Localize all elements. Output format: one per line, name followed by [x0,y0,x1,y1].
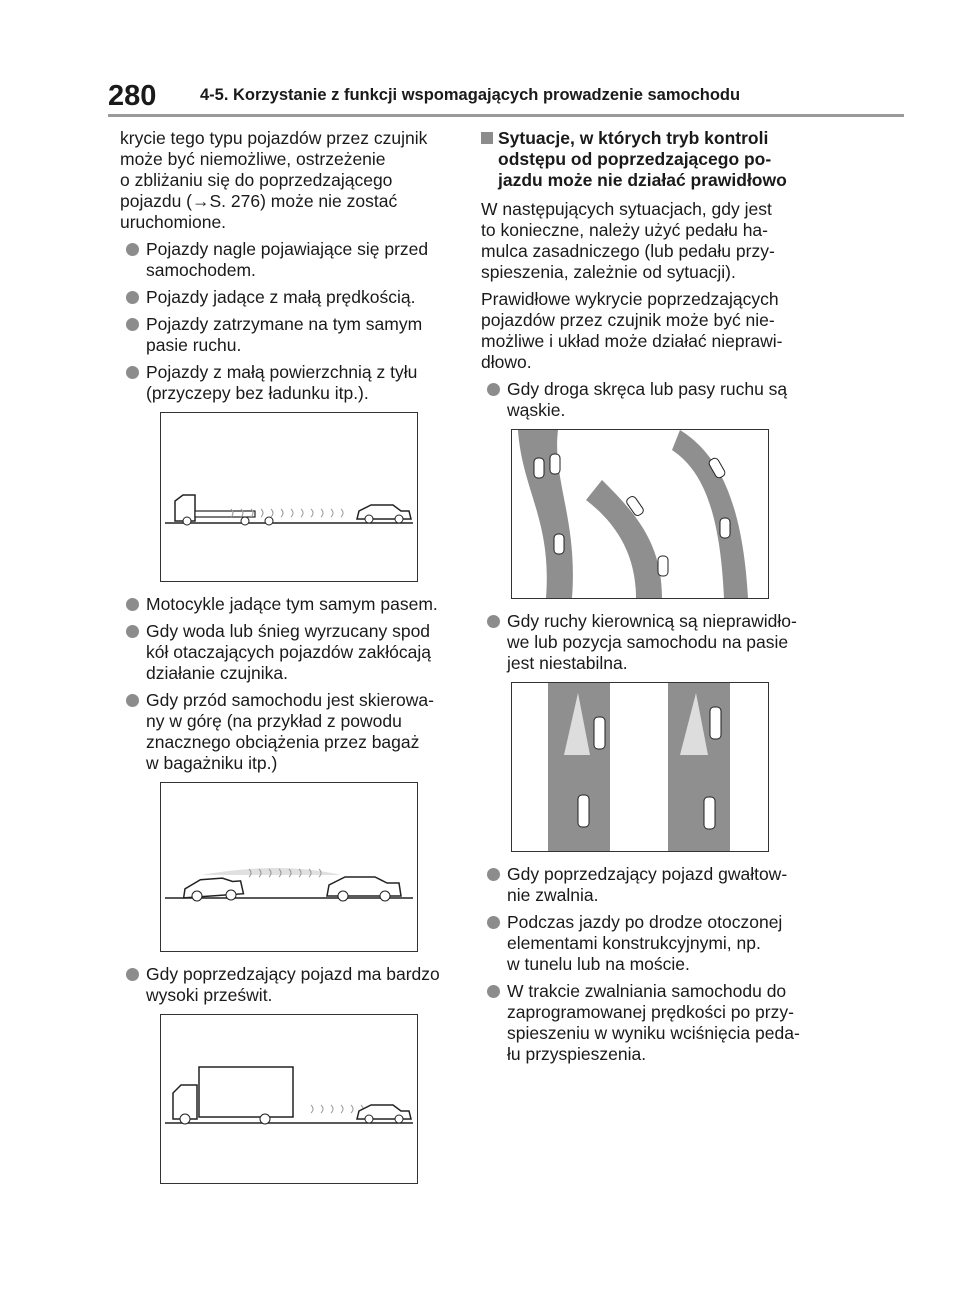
text-line: łu przyspieszenia. [507,1044,647,1064]
text-line: Pojazdy jadące z małą prędkością. [146,287,416,307]
text-line: pasie ruchu. [146,335,242,355]
unstable-lane-illustration [512,683,768,851]
text-line: możliwe i układ może działać nieprawi- [481,331,783,351]
figure-raised-front [160,782,418,952]
raised-front-illustration [161,783,417,951]
bullet-list [120,594,455,774]
bullet-dot-icon [126,598,139,611]
text-line: spieszeniu w wyniku wciśnięcia peda- [507,1023,800,1043]
bullet-dot-icon [126,291,139,304]
text-line: jest niestabilna. [507,653,628,673]
bullet-item [481,379,811,421]
text-line: działanie czujnika. [146,663,289,683]
trailer-illustration [161,413,417,581]
text-line: odstępu od poprzedzającego po- [498,149,772,169]
figure-high-clearance [160,1014,418,1184]
curved-roads-illustration [512,430,768,598]
text-line: jazdu może nie działać prawidłowo [498,170,787,190]
text-line: Gdy przód samochodu jest skierowa- [146,690,434,710]
bullet-dot-icon [126,968,139,981]
page-header [108,78,900,118]
text-line: ny w górę (na przykład z powodu [146,711,402,731]
bullet-dot-icon [487,383,500,396]
text-line: Pojazdy z małą powierzchnią z tyłu [146,362,418,382]
text-line: elementami konstrukcyjnymi, np. [507,933,761,953]
bullet-item [120,239,455,281]
bullet-dot-icon [126,625,139,638]
bullet-dot-icon [487,615,500,628]
text-line: dłowo. [481,352,532,372]
page-number: 280 [108,80,157,112]
text-line: pojazdów przez czujnik może być nie- [481,310,775,330]
square-icon [481,132,493,144]
text-line: uruchomione. [120,212,227,232]
bullet-list [481,611,811,674]
text-line: Prawidłowe wykrycie poprzedzających [481,289,779,309]
text-line: to konieczne, należy użyć pedału ha- [481,220,768,240]
text-line: pojazdu (→S. 276) może nie zostać [120,191,398,211]
bullet-dot-icon [487,916,500,929]
bullet-dot-icon [126,694,139,707]
intro-paragraph [120,128,455,233]
text-line: w tunelu lub na moście. [507,954,690,974]
bullet-item [120,594,455,615]
text-line: Motocykle jadące tym samym pasem. [146,594,438,614]
text-line: wąskie. [507,400,566,420]
bullet-item [481,981,811,1065]
text-line: samochodem. [146,260,256,280]
bullet-dot-icon [126,366,139,379]
text-line: Sytuacje, w których tryb kontroli [498,128,769,148]
text-line: spieszenia, zależnie od sytuacji). [481,262,736,282]
text-line: we lub pozycja samochodu na pasie [507,632,789,652]
text-line: krycie tego typu pojazdów przez czujnik [120,128,428,148]
figure-unstable-lane [511,682,769,852]
text-line: mulca zasadniczego (lub pedału przy- [481,241,775,261]
text-line: Gdy poprzedzający pojazd ma bardzo [146,964,440,984]
bullet-item [481,912,811,975]
bullet-dot-icon [487,985,500,998]
bullet-item [120,621,455,684]
bullet-list [481,864,811,1065]
text-line: o zbliżaniu się do poprzedzającego [120,170,393,190]
paragraph-2 [481,289,811,373]
header-rule [108,114,904,117]
bullet-item [481,864,811,906]
figure-curved-roads [511,429,769,599]
section-title: 4-5. Korzystanie z funkcji wspomagających prowadzenie samochodu [200,86,741,104]
bullet-list [120,239,455,404]
bullet-item [120,964,455,1006]
text-line: kół otaczających pojazdów zakłócają [146,642,432,662]
text-line: (przyczepy bez ładunku itp.). [146,383,369,403]
text-line: w bagażniku itp.) [146,753,278,773]
text-line: Gdy ruchy kierownicą są nieprawidło- [507,611,797,631]
bullet-item [120,314,455,356]
left-column [120,128,455,1196]
text-line: zaprogramowanej prędkości po przy- [507,1002,794,1022]
text-line: Pojazdy zatrzymane na tym samym [146,314,423,334]
text-line: może być niemożliwe, ostrzeżenie [120,149,386,169]
bullet-list [481,379,811,421]
high-clearance-illustration [161,1015,417,1183]
text-line: Gdy droga skręca lub pasy ruchu są [507,379,788,399]
bullet-item [481,611,811,674]
paragraph-1 [481,199,811,283]
subheading [481,128,811,191]
figure-trailer [160,412,418,582]
bullet-dot-icon [126,318,139,331]
bullet-item [120,690,455,774]
text-line: Pojazdy nagle pojawiające się przed [146,239,429,259]
bullet-list [120,964,455,1006]
text-line: znacznego obciążenia przez bagaż [146,732,420,752]
right-column [481,128,811,1071]
text-line: Gdy poprzedzający pojazd gwałtow- [507,864,788,884]
text-line: wysoki prześwit. [146,985,273,1005]
text-line: W trakcie zwalniania samochodu do [507,981,787,1001]
text-line: nie zwalnia. [507,885,599,905]
bullet-dot-icon [487,868,500,881]
text-line: Gdy woda lub śnieg wyrzucany spod [146,621,431,641]
bullet-item [120,362,455,404]
text-line: W następujących sytuacjach, gdy jest [481,199,772,219]
bullet-dot-icon [126,243,139,256]
text-line: Podczas jazdy po drodze otoczonej [507,912,783,932]
bullet-item [120,287,455,308]
